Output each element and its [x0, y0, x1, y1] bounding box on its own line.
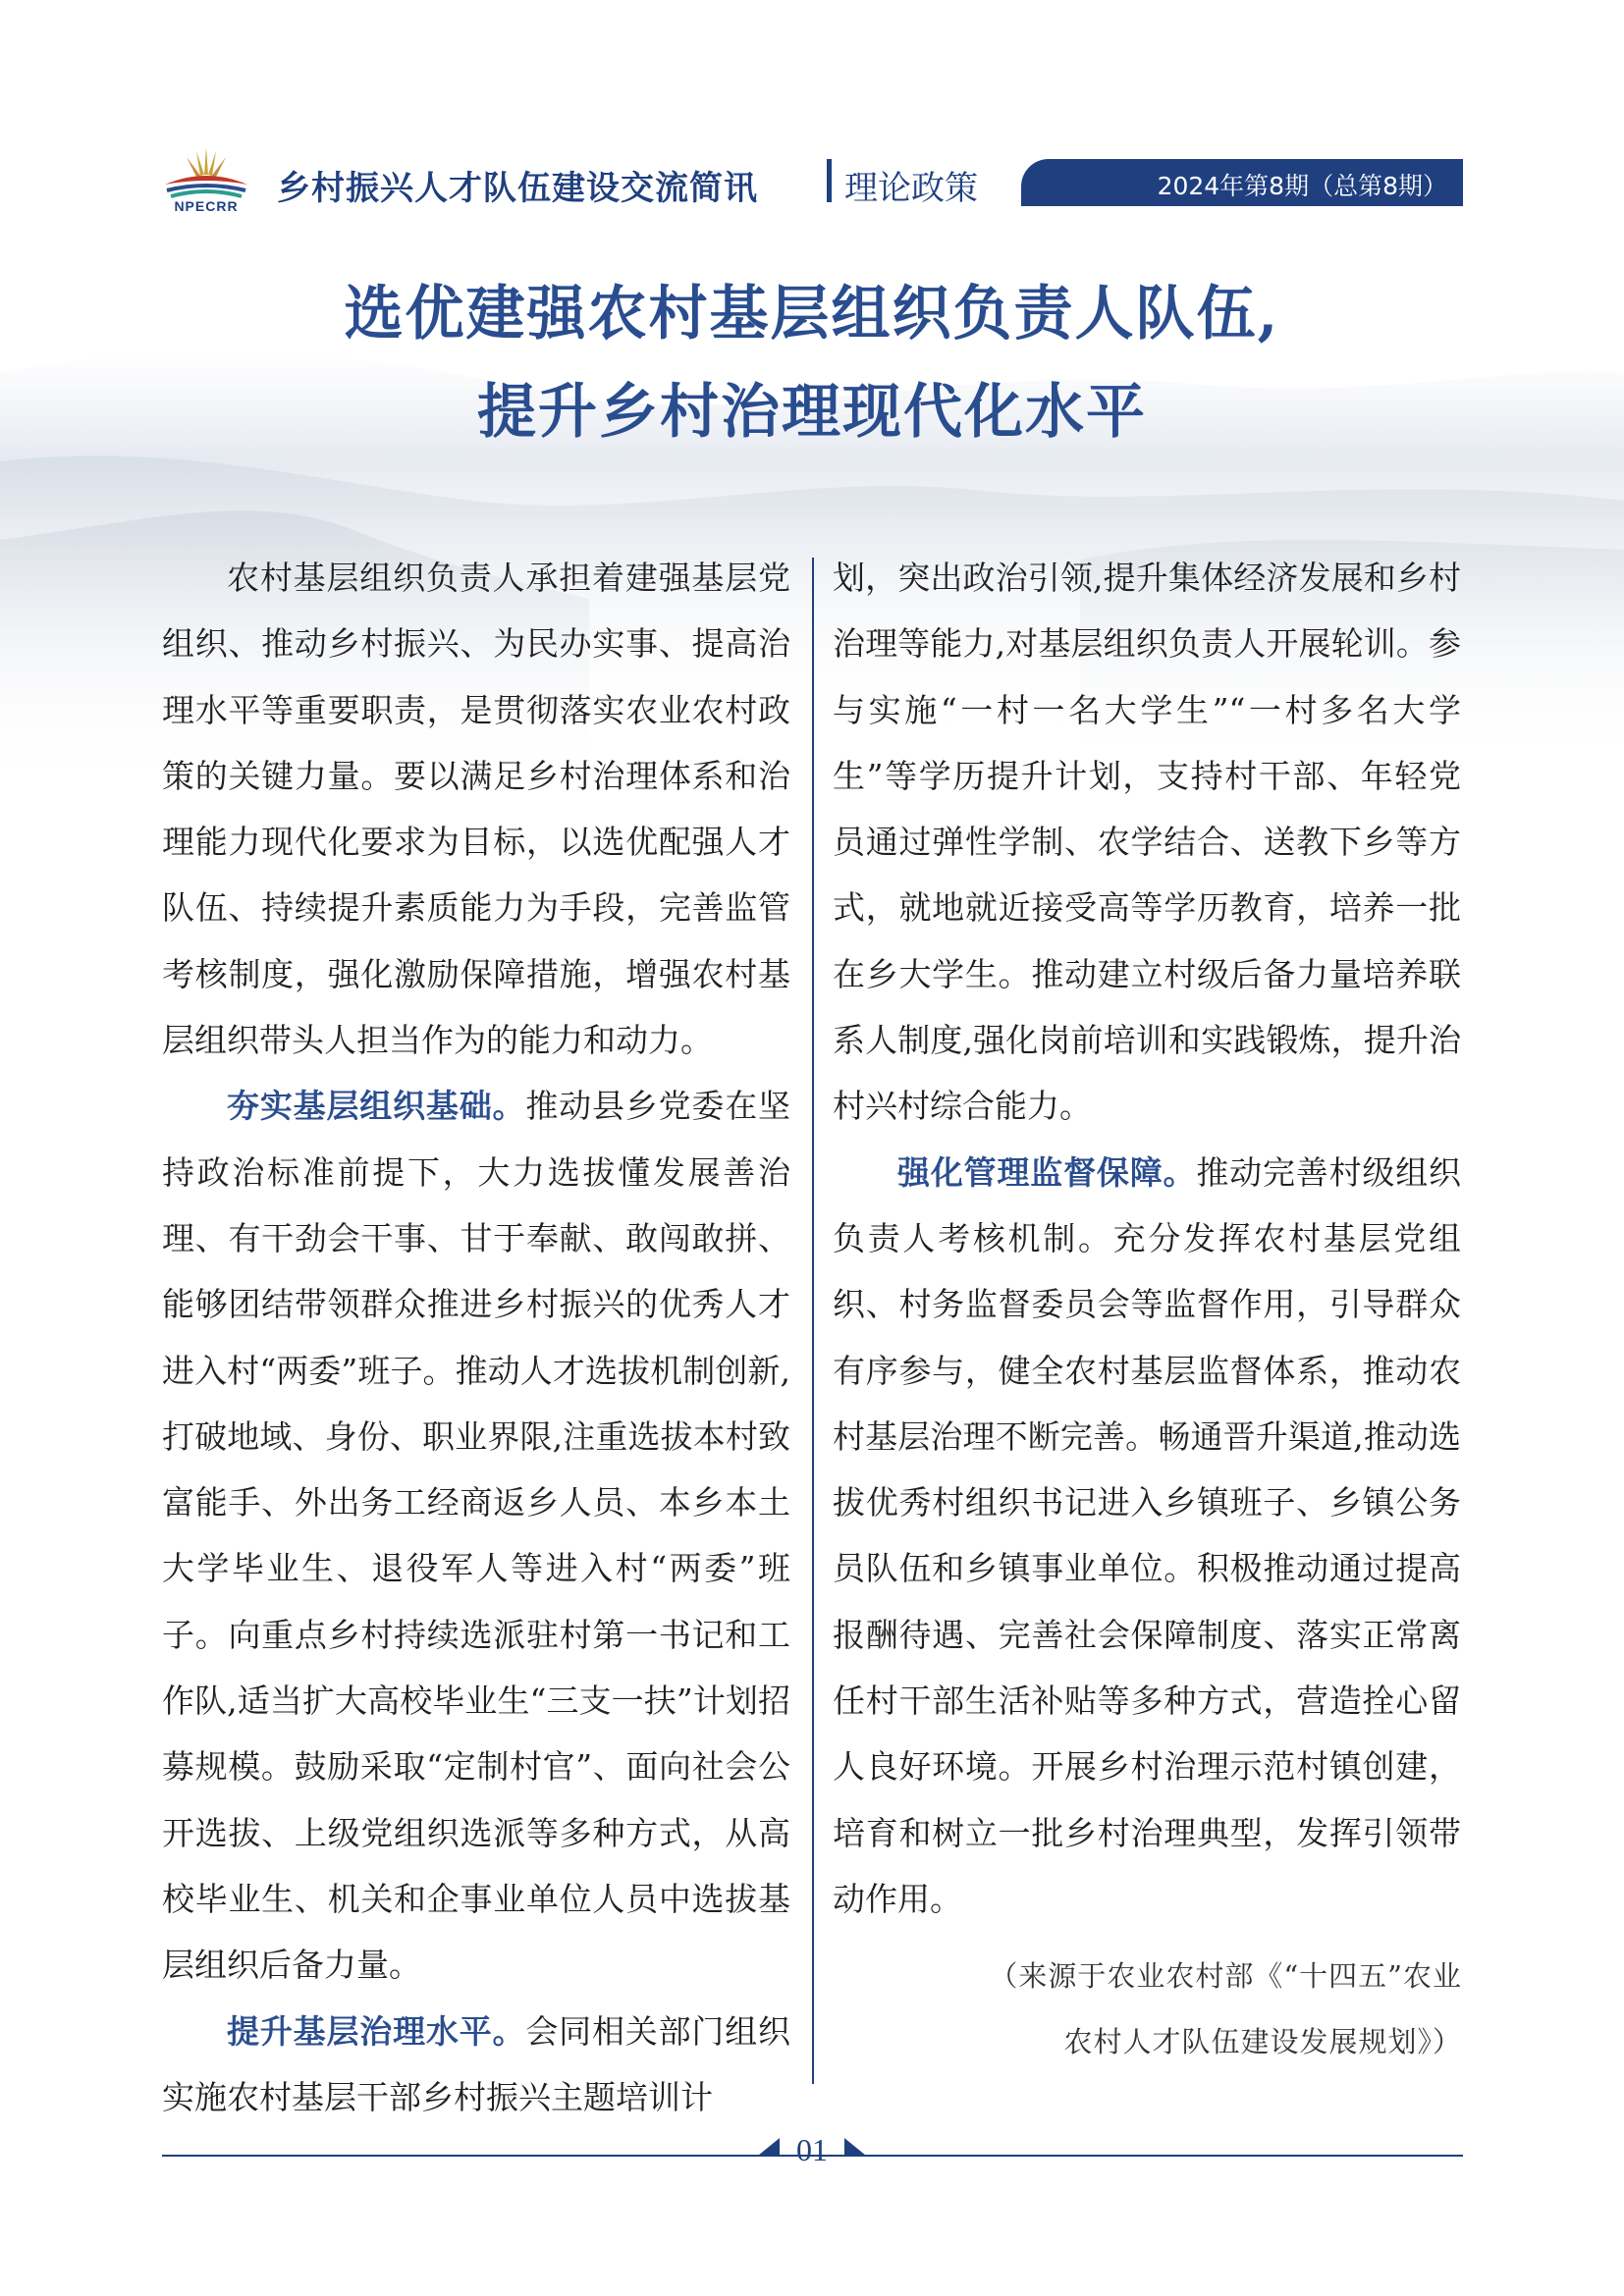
continued-paragraph: 划，突出政治引领,提升集体经济发展和乡村治理等能力,对基层组织负责人开展轮训。参与实施“一村一名大学生”“一村多名大学生”等学历提升计划，支持村干部、年轻党员通过弹性学制、农学结合、送教下乡等方式，就地就近接受高等学历教育，培养一批在乡大学生。推动建立村级后备力量培养联系人制度,强化岗前培训和实践锻炼，提升治村兴村综合能力。	[833, 559, 1461, 1126]
section-paragraph	[162, 1999, 790, 2131]
section-body: 推动县乡党委在坚持政治标准前提下，大力选拔懂发展善治理、有干劲会干事、甘于奉献、敢闯敢拼、能够团结带领群众推进乡村振兴的优秀人才进入村“两委”班子。推动人才选拔机制创新,打破地域、身份、职业界限,注重选拔本村致富能手、外出务工经商返乡人员、本乡本土大学毕业生、退役军人等进入村“两委”班子。向重点乡村持续选派驻村第一书记和工作队,适当扩大高校毕业生“三支一扶”计划招募规模。鼓励采取“定制村官”、面向社会公开选拔、上级党组织选派等多种方式，从高校毕业生、机关和企事业单位人员中选拔基层组织后备力量。	[162, 1087, 790, 1985]
logo-text: NPECRR	[174, 198, 239, 214]
section-heading: 强化管理监督保障。	[897, 1152, 1197, 1192]
section-paragraph	[162, 1073, 790, 1998]
column-divider	[812, 558, 814, 2084]
issue-banner	[1021, 159, 1463, 206]
footer-triangle-right-icon	[844, 2138, 866, 2156]
source-line-2: 农村人才队伍建设发展规划》）	[1063, 2025, 1462, 2058]
title-line-1: 选优建强农村基层组织负责人队伍,	[344, 280, 1280, 348]
page-number: 01	[796, 2132, 828, 2167]
section-body: 会同相关部门组织实施农村基层干部乡村振兴主题培训计	[162, 2011, 790, 2116]
right-column	[833, 545, 1461, 1932]
section-heading: 夯实基层组织基础。	[227, 1087, 526, 1126]
title-separator	[827, 159, 832, 202]
source-line-1: （来源于农业农村部《“十四五”农业	[989, 1959, 1462, 1993]
page-header	[157, 137, 1463, 221]
source-citation	[912, 1944, 1462, 2075]
title-line-2: 提升乡村治理现代化水平	[477, 378, 1147, 447]
section-heading: 提升基层治理水平。	[227, 2011, 526, 2051]
section-body: 推动完善村级组织负责人考核机制。充分发挥农村基层党组织、村务监督委员会等监督作用，引导群众有序参与，健全农村基层监督体系，推动农村基层治理不断完善。畅通晋升渠道,推动选拔优秀村组织书记进入乡镇班子、乡镇公务员队伍和乡镇事业单位。积极推动通过提高报酬待遇、完善社会保障制度、落实正常离任村干部生活补贴等多种方式，营造拴心留人良好环境。开展乡村治理示范村镇创建，培育和树立一批乡村治理典型，发挥引领带动作用。	[833, 1152, 1461, 1918]
left-column	[162, 545, 790, 2130]
intro-paragraph: 农村基层组织负责人承担着建强基层党组织、推动乡村振兴、为民办实事、提高治理水平等重要职责，是贯彻落实农业农村政策的关键力量。要以满足乡村治理体系和治理能力现代化要求为目标，以选优配强人才队伍、持续提升素质能力为手段，完善监管考核制度，强化激励保障措施，增强农村基层组织带头人担当作为的能力和动力。	[162, 559, 790, 1060]
publication-title: 乡村振兴人才队伍建设交流简讯	[277, 169, 758, 208]
section-paragraph	[833, 1140, 1461, 1933]
section-name: 理论政策	[844, 169, 978, 208]
article-title	[0, 265, 1624, 461]
issue-number: 2024年第8期（总第8期）	[1157, 172, 1447, 200]
